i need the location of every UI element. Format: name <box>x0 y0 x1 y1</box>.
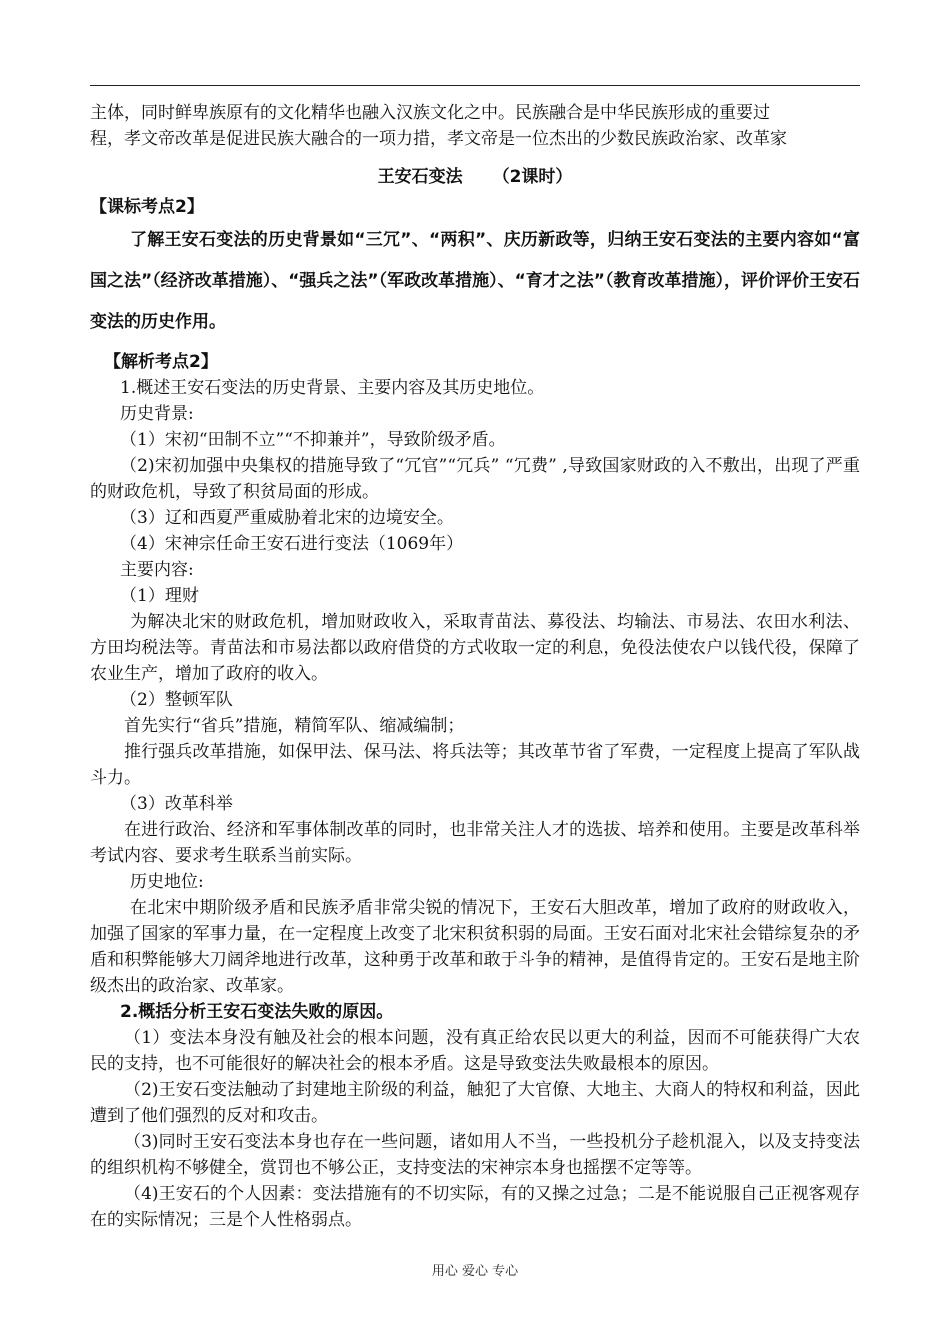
background-item-2: （2)宋初加强中央集权的措施导致了“冗官”“冗兵” “冗费” ,导致国家财政的入不敷出，出现了严重的财政危机，导致了积贫局面的形成。 <box>90 456 860 502</box>
question-2: 2.概括分析王安石变法失败的原因。 <box>120 1002 394 1022</box>
content-3-title: （3）改革科举 <box>120 794 233 814</box>
analysis-heading: 【解析考点2】 <box>104 352 218 372</box>
reason-3: （3)同时王安石变法本身也存在一些问题，诸如用人不当，一些投机分子趁机混入，以及支持变法的组织机构不够健全，赏罚也不够公正，支持变法的宋神宗本身也摇摆不定等等。 <box>90 1132 860 1178</box>
content-2-text-2: 推行强兵改革措施，如保甲法、保马法、将兵法等；其改革节省了军费，一定程度上提高了军队战斗力。 <box>90 742 860 788</box>
background-item-1: （1）宋初“田制不立”“不抑兼并”，导致阶级矛盾。 <box>120 430 506 450</box>
question-1: 1.概述王安石变法的历史背景、主要内容及其历史地位。 <box>120 378 545 398</box>
status-label: 历史地位: <box>130 872 204 892</box>
intro-line-1: 主体，同时鲜卑族原有的文化精华也融入汉族文化之中。民族融合是中华民族形成的重要过 <box>90 103 770 123</box>
document-body <box>90 100 860 1233</box>
content-2-text-1: 首先实行“省兵”措施，精简军队、缩减编制； <box>124 716 465 736</box>
status-text: 在北宋中期阶级矛盾和民族矛盾非常尖锐的情况下，王安石大胆改革，增加了政府的财政收入，加强了国家的军事力量，在一定程度上改变了北宋积贫积弱的局面。王安石面对北宋社会错综复杂的矛盾和积弊能够大刀阔斧地进行改革，这种勇于改革和敢于斗争的精神，是值得肯定的。王安石是地主阶级杰出的政治家、改革家。 <box>90 898 860 996</box>
content-1-text: 为解决北宋的财政危机，增加财政收入，采取青苗法、募役法、均输法、市易法、农田水利法、方田均税法等。青苗法和市易法都以政府借贷的方式收取一定的利息，免役法使农户以钱代役，保障了农业生产，增加了政府的收入。 <box>90 612 860 684</box>
section-hours: （2课时） <box>492 167 573 187</box>
content-2-title: （2）整顿军队 <box>120 690 233 710</box>
background-item-4: （4）宋神宗任命王安石进行变法（1069年） <box>120 534 464 554</box>
background-label: 历史背景: <box>120 404 194 424</box>
reason-4: （4)王安石的个人因素：变法措施有的不切实际，有的又操之过急；二是不能说服自己正视客观存在的实际情况；三是个人性格弱点。 <box>90 1184 860 1230</box>
section-title-text: 王安石变法 <box>377 167 463 187</box>
header-rule <box>90 85 860 86</box>
background-item-3: （3）辽和西夏严重威胁着北宋的边境安全。 <box>120 508 454 528</box>
intro-line-2: 程，孝文帝改革是促进民族大融合的一项力措，孝文帝是一位杰出的少数民族政治家、改革家 <box>90 129 787 149</box>
content-3-text: 在进行政治、经济和军事体制改革的同时，也非常关注人才的选拔、培养和使用。主要是改革科举考试内容、要求考生联系当前实际。 <box>90 820 860 866</box>
reason-1: （1）变法本身没有触及社会的根本问题，没有真正给农民以更大的利益，因而不可能获得广大农民的支持，也不可能很好的解决社会的根本矛盾。这是导致变法失败最根本的原因。 <box>90 1028 860 1074</box>
standard-heading: 【课标考点2】 <box>90 197 204 217</box>
content-label: 主要内容: <box>120 560 194 580</box>
page-footer: 用心 爱心 专心 <box>431 1264 519 1279</box>
section-title <box>90 164 860 190</box>
reason-2: （2)王安石变法触动了封建地主阶级的利益，触犯了大官僚、大地主、大商人的特权和利益，因此遭到了他们强烈的反对和攻击。 <box>90 1080 860 1126</box>
content-1-title: （1）理财 <box>120 586 199 606</box>
standard-text: 了解王安石变法的历史背景如“三冗”、“两积”、庆历新政等，归纳王安石变法的主要内容如“富国之法”（经济改革措施）、“强兵之法”（军政改革措施）、“育才之法”（教育改革措施），评价评价王安石变法的历史作用。 <box>90 230 860 332</box>
